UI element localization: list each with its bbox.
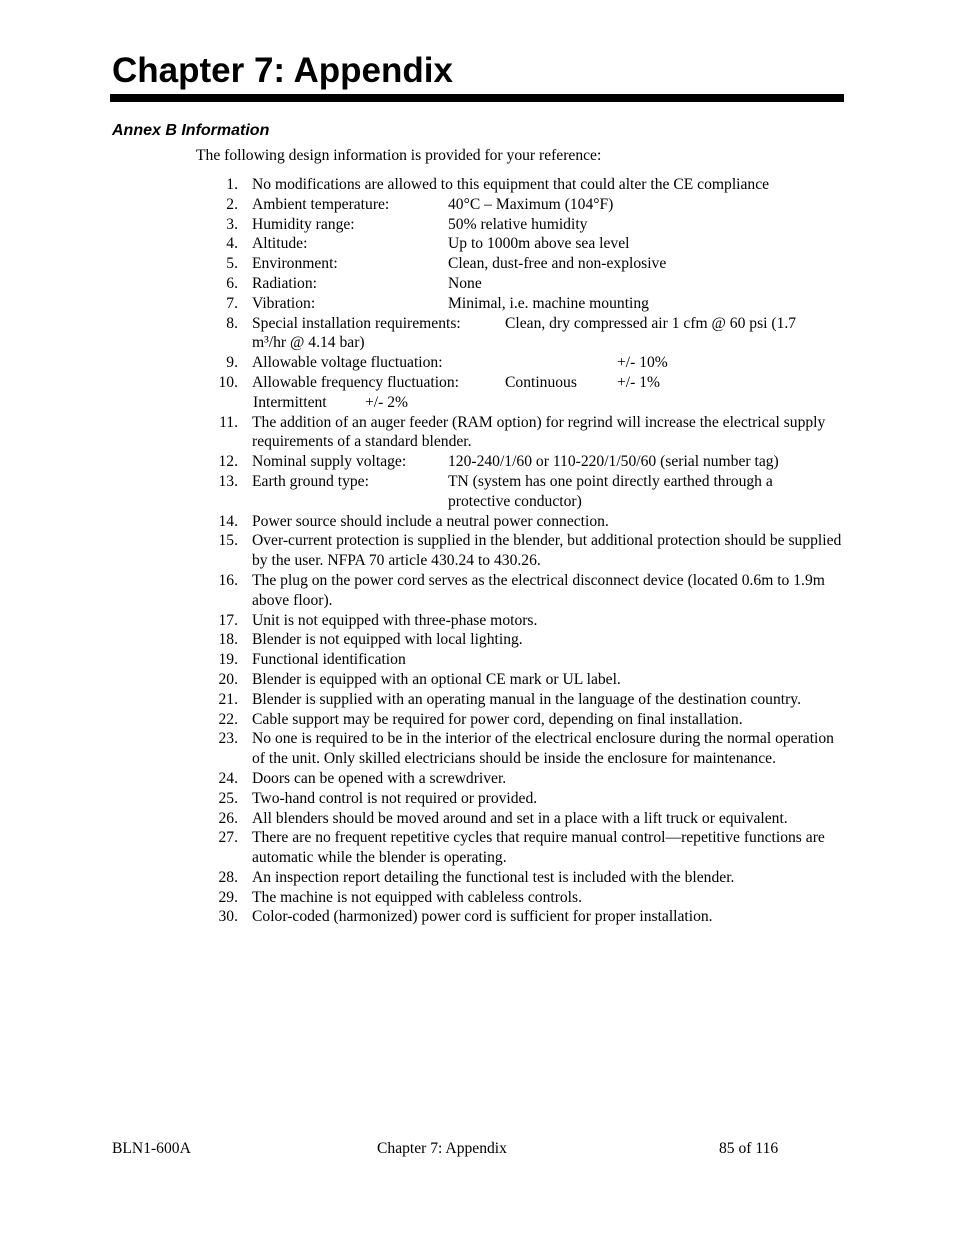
item-text: Unit is not equipped with three-phase motors. — [252, 611, 538, 629]
item-number: 6. — [226, 274, 238, 292]
item-number: 12. — [218, 453, 238, 471]
item-text: Blender is supplied with an operating manual in the language of the destination country. — [252, 690, 801, 708]
list-item — [0, 353, 954, 373]
item-label: Ambient temperature: — [252, 195, 390, 213]
item-number: 8. — [226, 314, 238, 332]
item-number: 15. — [218, 532, 238, 550]
item-text: The machine is not equipped with cableless controls. — [252, 888, 582, 906]
list-item — [0, 195, 954, 215]
item-number: 9. — [226, 354, 238, 372]
item-text: Blender is equipped with an optional CE mark or UL label. — [252, 670, 621, 688]
footer-chapter: Chapter 7: Appendix — [377, 1140, 507, 1157]
item-text: Over-current protection is supplied in the blender, but additional protection should be supplied by the user. NFPA 70 article 430.24 to 430.26. — [252, 532, 842, 570]
item-value-continued: protective conductor) — [448, 492, 582, 510]
list-item — [0, 452, 954, 472]
list-item — [0, 729, 954, 769]
item-number: 11. — [219, 413, 238, 431]
item-value: 120-240/1/60 or 110-220/1/50/60 (serial number tag) — [448, 453, 779, 471]
list-item — [0, 907, 954, 927]
item-text: The addition of an auger feeder (RAM option) for regrind will increase the electrical supply requirements of a standard blender. — [252, 413, 826, 451]
item-text: The plug on the power cord serves as the electrical disconnect device (located 0.6m to 1.9m above floor). — [252, 571, 825, 609]
item-value: 50% relative humidity — [448, 215, 588, 233]
item-value: 40°C – Maximum (104°F) — [448, 195, 614, 213]
item-text: Cable support may be required for power cord, depending on final installation. — [252, 710, 743, 728]
item-value-continued: m³/hr @ 4.14 bar) — [252, 334, 365, 352]
item-label: Altitude: — [252, 235, 308, 253]
item-text: Power source should include a neutral power connection. — [252, 512, 609, 530]
footer-doc-id: BLN1-600A — [112, 1140, 191, 1157]
list-item — [0, 531, 954, 571]
item-value: TN (system has one point directly earthed through a — [448, 472, 773, 490]
list-item — [0, 274, 954, 294]
item-label: Environment: — [252, 255, 338, 273]
item-text: No modifications are allowed to this equipment that could alter the CE compliance — [252, 176, 770, 193]
list-item — [0, 789, 954, 809]
item-text: All blenders should be moved around and set in a place with a lift truck or equivalent. — [252, 809, 788, 827]
item-number: 14. — [218, 512, 238, 530]
list-item — [0, 234, 954, 254]
item-number: 16. — [218, 571, 238, 589]
list-item — [0, 888, 954, 908]
item-text: Doors can be opened with a screwdriver. — [252, 769, 507, 787]
item-label: Earth ground type: — [252, 472, 369, 490]
item-value: Clean, dust-free and non-explosive — [448, 255, 667, 273]
item-text: No one is required to be in the interior of the electrical enclosure during the normal operation of the unit. Only skilled electricians should be inside the enclosure for maintenance. — [252, 730, 834, 768]
item-number: 23. — [218, 730, 238, 748]
item-value: Minimal, i.e. machine mounting — [448, 294, 649, 312]
item-number: 2. — [226, 195, 238, 213]
item-number: 7. — [226, 294, 238, 312]
item-text: Blender is not equipped with local lighting. — [252, 631, 523, 649]
list-item — [0, 413, 954, 453]
footer-page-number: 85 of 116 — [719, 1140, 779, 1157]
item-label: Special installation requirements: — [252, 314, 461, 332]
list-item — [0, 611, 954, 631]
item-number: 13. — [218, 472, 238, 490]
list-item — [0, 175, 954, 195]
list-item — [0, 373, 954, 413]
item-value: Clean, dry compressed air 1 cfm @ 60 psi (1.7 — [505, 314, 797, 332]
item-number: 24. — [218, 769, 238, 787]
item-value: +/- 1% — [617, 373, 661, 391]
list-item — [0, 828, 954, 868]
list-item — [0, 215, 954, 235]
item-number: 21. — [218, 690, 238, 708]
item-text: Two-hand control is not required or provided. — [252, 789, 538, 807]
list-item — [0, 868, 954, 888]
item-number: 19. — [218, 651, 238, 669]
chapter-title: Chapter 7: Appendix — [112, 51, 453, 90]
item-sublabel: Intermittent — [253, 393, 327, 411]
item-number: 3. — [226, 215, 238, 233]
list-item — [0, 650, 954, 670]
item-text: Color-coded (harmonized) power cord is sufficient for proper installation. — [252, 908, 713, 926]
list-item — [0, 314, 954, 354]
item-label: Nominal supply voltage: — [252, 453, 407, 471]
item-text: An inspection report detailing the functional test is included with the blender. — [252, 868, 735, 886]
item-label: Allowable voltage fluctuation: — [252, 354, 443, 372]
item-number: 30. — [218, 908, 238, 926]
list-item — [0, 472, 954, 512]
list-item — [0, 254, 954, 274]
list-item — [0, 571, 954, 611]
item-text: Functional identification — [252, 651, 406, 669]
intro-paragraph: The following design information is provided for your reference: — [196, 147, 602, 164]
list-item — [0, 690, 954, 710]
item-value: None — [448, 274, 482, 292]
item-number: 27. — [218, 829, 238, 847]
item-number: 29. — [218, 888, 238, 906]
item-number: 25. — [218, 789, 238, 807]
list-item — [0, 670, 954, 690]
item-number: 17. — [218, 611, 238, 629]
title-rule — [110, 94, 844, 102]
item-label: Allowable frequency fluctuation: — [252, 373, 459, 391]
item-number: 28. — [218, 868, 238, 886]
item-number: 10. — [218, 373, 238, 391]
annex-b-list — [0, 175, 954, 927]
item-label: Vibration: — [252, 294, 316, 312]
list-item — [0, 809, 954, 829]
list-item — [0, 294, 954, 314]
item-value: +/- 10% — [617, 354, 668, 372]
item-number: 5. — [226, 255, 238, 273]
item-text: There are no frequent repetitive cycles that require manual control—repetitive functions are automatic while the blender is operating. — [252, 829, 825, 867]
section-heading: Annex B Information — [112, 122, 270, 139]
list-item — [0, 630, 954, 650]
item-number: 18. — [218, 631, 238, 649]
item-label: Humidity range: — [252, 215, 355, 233]
item-number: 26. — [218, 809, 238, 827]
item-number: 4. — [226, 235, 238, 253]
item-value: +/- 2% — [365, 393, 409, 411]
item-number: 20. — [218, 670, 238, 688]
list-item — [0, 710, 954, 730]
item-label: Radiation: — [252, 274, 317, 292]
item-value: Up to 1000m above sea level — [448, 235, 630, 253]
item-number: 1. — [226, 176, 238, 193]
item-number: 22. — [218, 710, 238, 728]
item-sublabel: Continuous — [505, 373, 577, 391]
list-item — [0, 512, 954, 532]
list-item — [0, 769, 954, 789]
